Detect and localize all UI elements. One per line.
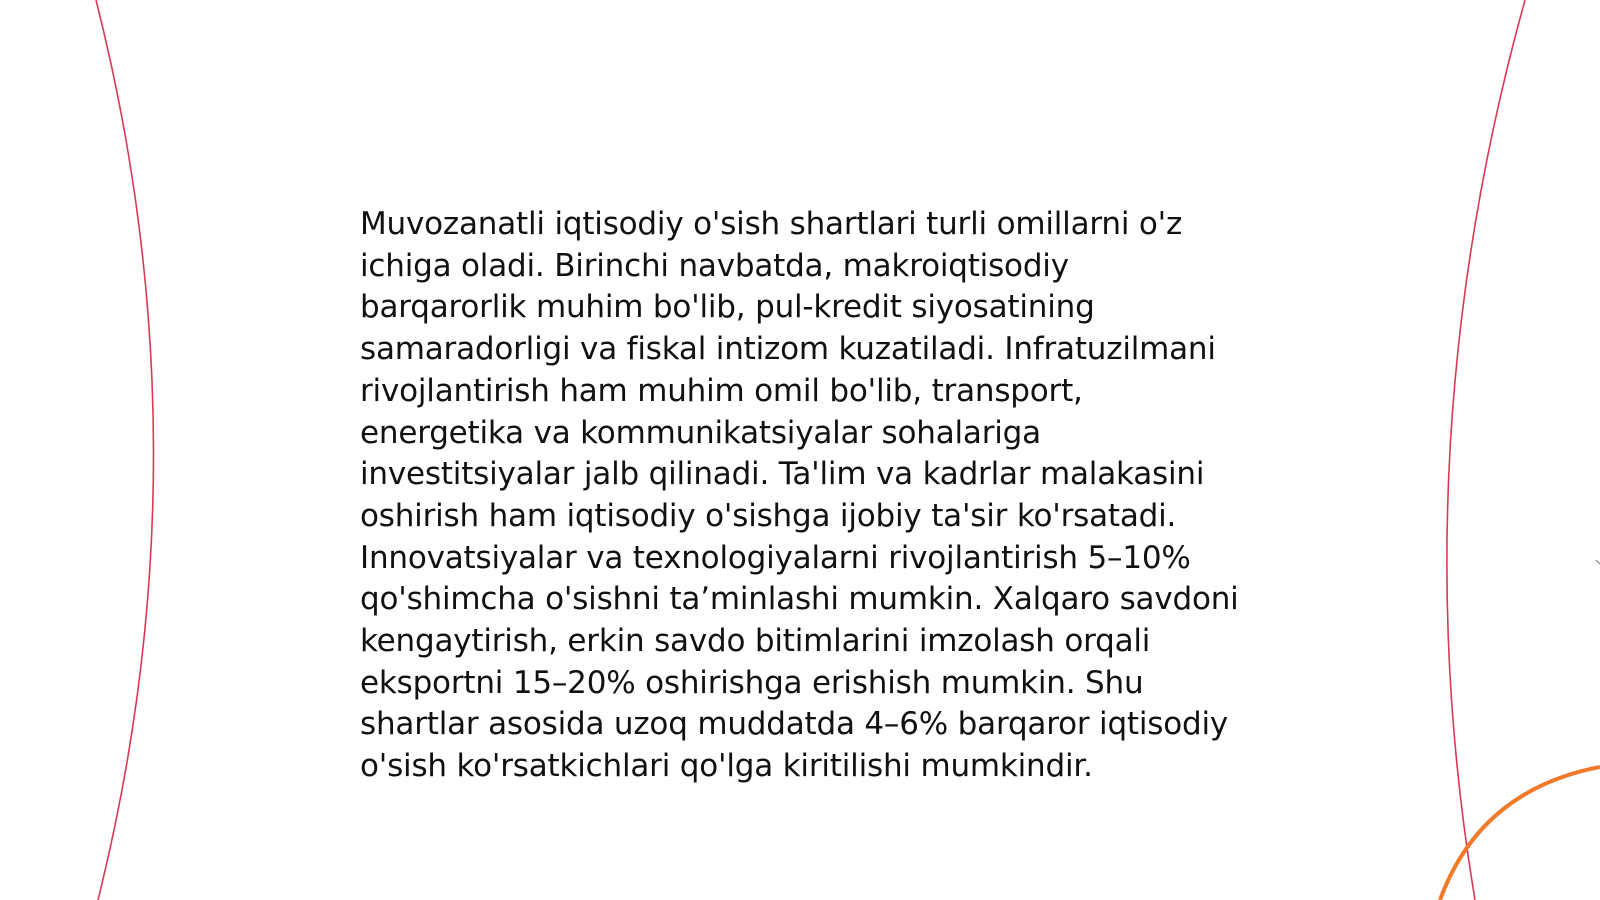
body-paragraph: Muvozanatli iqtisodiy o'sish shartlari turli omillarni o'z ichiga oladi. Birinchi navbatda, makroiqtisodiy barqarorlik muhim bo'lib, pul-kredit siyosatining samaradorligi va fiskal intizom kuzatiladi. Infratuzilmani rivojlantirish ham muhim omil bo'lib, transport, energetika va kommunikatsiyalar sohalariga investitsiyalar jalb qilinadi. Ta'lim va kadrlar malakasini oshirish ham iqtisodiy o'sishga ijobiy ta'sir ko'rsatadi. Innovatsiyalar va texnologiyalarni rivojlantirish 5–10% qo'shimcha o'sishni ta’minlashi mumkin. Xalqaro savdoni kengaytirish, erkin savdo bitimlarini imzolash orqali eksportni 15–20% oshirishga erishish mumkin. Shu shartlar asosida uzoq muddatda 4–6% barqaror iqtisodiy o'sish ko'rsatkichlari qo'lga kiritilishi mumkindir. xyxy=(360,206,1239,785)
left-curve-line xyxy=(96,0,154,900)
accent-arc xyxy=(1440,767,1600,900)
right-curve-line xyxy=(1447,0,1525,900)
right-edge-tick xyxy=(1596,560,1600,564)
